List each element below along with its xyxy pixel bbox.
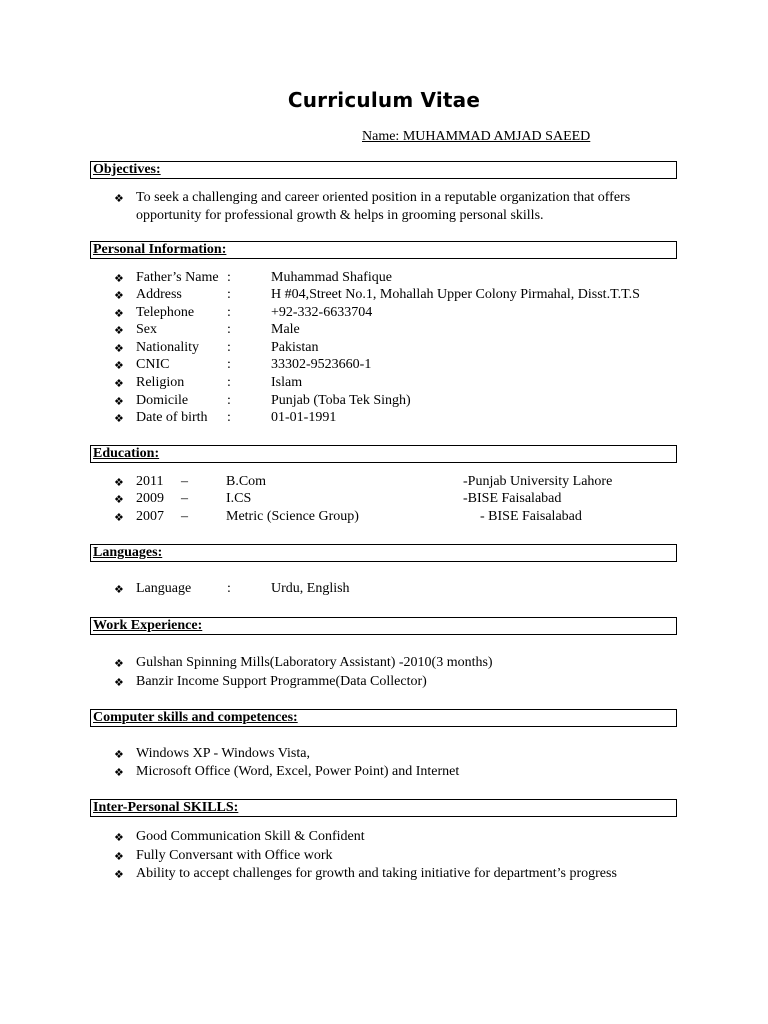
bullet-icon: ❖ [114, 832, 124, 844]
language-value: Urdu, English [271, 581, 350, 596]
bullet-icon: ❖ [114, 413, 124, 425]
edu-dash: – [181, 491, 188, 506]
bullet-icon: ❖ [114, 308, 124, 320]
bullet-icon: ❖ [114, 378, 124, 390]
info-colon: : [227, 270, 231, 285]
bullet-icon: ❖ [114, 477, 124, 489]
section-heading: Personal Information: [93, 242, 227, 257]
info-colon: : [227, 393, 231, 408]
edu-year: 2011 [136, 474, 164, 489]
bullet-icon: ❖ [114, 851, 124, 863]
info-label: Date of birth [136, 410, 208, 425]
info-value: Islam [271, 375, 303, 390]
info-value: 33302-9523660-1 [271, 357, 372, 372]
language-label: Language [136, 581, 192, 596]
info-colon: : [227, 410, 231, 425]
info-label: Telephone [136, 305, 195, 320]
bullet-icon: ❖ [114, 767, 124, 779]
edu-degree: Metric (Science Group) [226, 509, 359, 524]
section-heading: Education: [93, 446, 160, 461]
info-value: H #04,Street No.1, Mohallah Upper Colony Pirmahal, Disst.T.T.S [271, 287, 640, 302]
edu-institute: - BISE Faisalabad [480, 509, 582, 524]
edu-institute: -Punjab University Lahore [463, 474, 613, 489]
bullet-icon: ❖ [114, 658, 124, 670]
section-heading: Inter-Personal SKILLS: [93, 800, 239, 815]
info-colon: : [227, 305, 231, 320]
info-label: CNIC [136, 357, 170, 372]
section-interpersonal-box [90, 799, 677, 817]
bullet-icon: ❖ [114, 749, 124, 761]
info-label: Nationality [136, 340, 199, 355]
bullet-icon: ❖ [114, 494, 124, 506]
info-value: +92-332-6633704 [271, 305, 373, 320]
section-heading: Computer skills and competences: [93, 710, 298, 725]
info-label: Domicile [136, 393, 189, 408]
info-label: Religion [136, 375, 185, 390]
bullet-icon: ❖ [114, 193, 124, 205]
interpersonal-item: Good Communication Skill & Confident [136, 829, 365, 844]
page-title: Curriculum Vitae [287, 88, 481, 112]
work-item: Banzir Income Support Programme(Data Collector) [136, 674, 427, 689]
bullet-icon: ❖ [114, 396, 124, 408]
edu-year: 2007 [136, 509, 164, 524]
bullet-icon: ❖ [114, 584, 124, 596]
objective-text: To seek a challenging and career oriented position in a reputable organization that offers opportunity for professional growth & helps in grooming personal skills. [136, 190, 631, 223]
info-label: Address [136, 287, 182, 302]
section-computer-box [90, 709, 677, 727]
language-colon: : [227, 581, 231, 596]
bullet-icon: ❖ [114, 273, 124, 285]
edu-dash: – [181, 474, 188, 489]
bullet-icon: ❖ [114, 290, 124, 302]
bullet-icon: ❖ [114, 512, 124, 524]
info-value: Muhammad Shafique [271, 270, 392, 285]
section-heading: Objectives: [93, 162, 161, 177]
edu-degree: I.CS [226, 491, 252, 506]
edu-institute: -BISE Faisalabad [463, 491, 562, 506]
work-item: Gulshan Spinning Mills(Laboratory Assistant) -2010(3 months) [136, 655, 493, 670]
bullet-icon: ❖ [114, 360, 124, 372]
info-value: Punjab (Toba Tek Singh) [271, 393, 411, 408]
section-heading: Work Experience: [93, 618, 203, 633]
computer-item: Microsoft Office (Word, Excel, Power Point) and Internet [136, 764, 460, 779]
section-languages-box [90, 544, 677, 562]
info-colon: : [227, 340, 231, 355]
bullet-icon: ❖ [114, 869, 124, 881]
edu-year: 2009 [136, 491, 164, 506]
edu-degree: B.Com [226, 474, 267, 489]
bullet-icon: ❖ [114, 343, 124, 355]
info-label: Father’s Name [136, 270, 219, 285]
info-colon: : [227, 322, 231, 337]
section-heading: Languages: [93, 545, 163, 560]
info-value: Pakistan [271, 340, 319, 355]
info-colon: : [227, 287, 231, 302]
info-label: Sex [136, 322, 157, 337]
section-education-box [90, 445, 677, 463]
edu-dash: – [181, 509, 188, 524]
bullet-icon: ❖ [114, 677, 124, 689]
info-colon: : [227, 375, 231, 390]
section-objectives-box [90, 161, 677, 179]
section-work-box [90, 617, 677, 635]
interpersonal-item: Fully Conversant with Office work [136, 848, 333, 863]
info-value: 01-01-1991 [271, 410, 337, 425]
candidate-name: Name: MUHAMMAD AMJAD SAEED [362, 129, 591, 144]
interpersonal-item: Ability to accept challenges for growth and taking initiative for department’s progress [136, 866, 617, 881]
info-colon: : [227, 357, 231, 372]
info-value: Male [271, 322, 300, 337]
computer-item: Windows XP - Windows Vista, [136, 746, 310, 761]
bullet-icon: ❖ [114, 325, 124, 337]
section-personal-box [90, 241, 677, 259]
